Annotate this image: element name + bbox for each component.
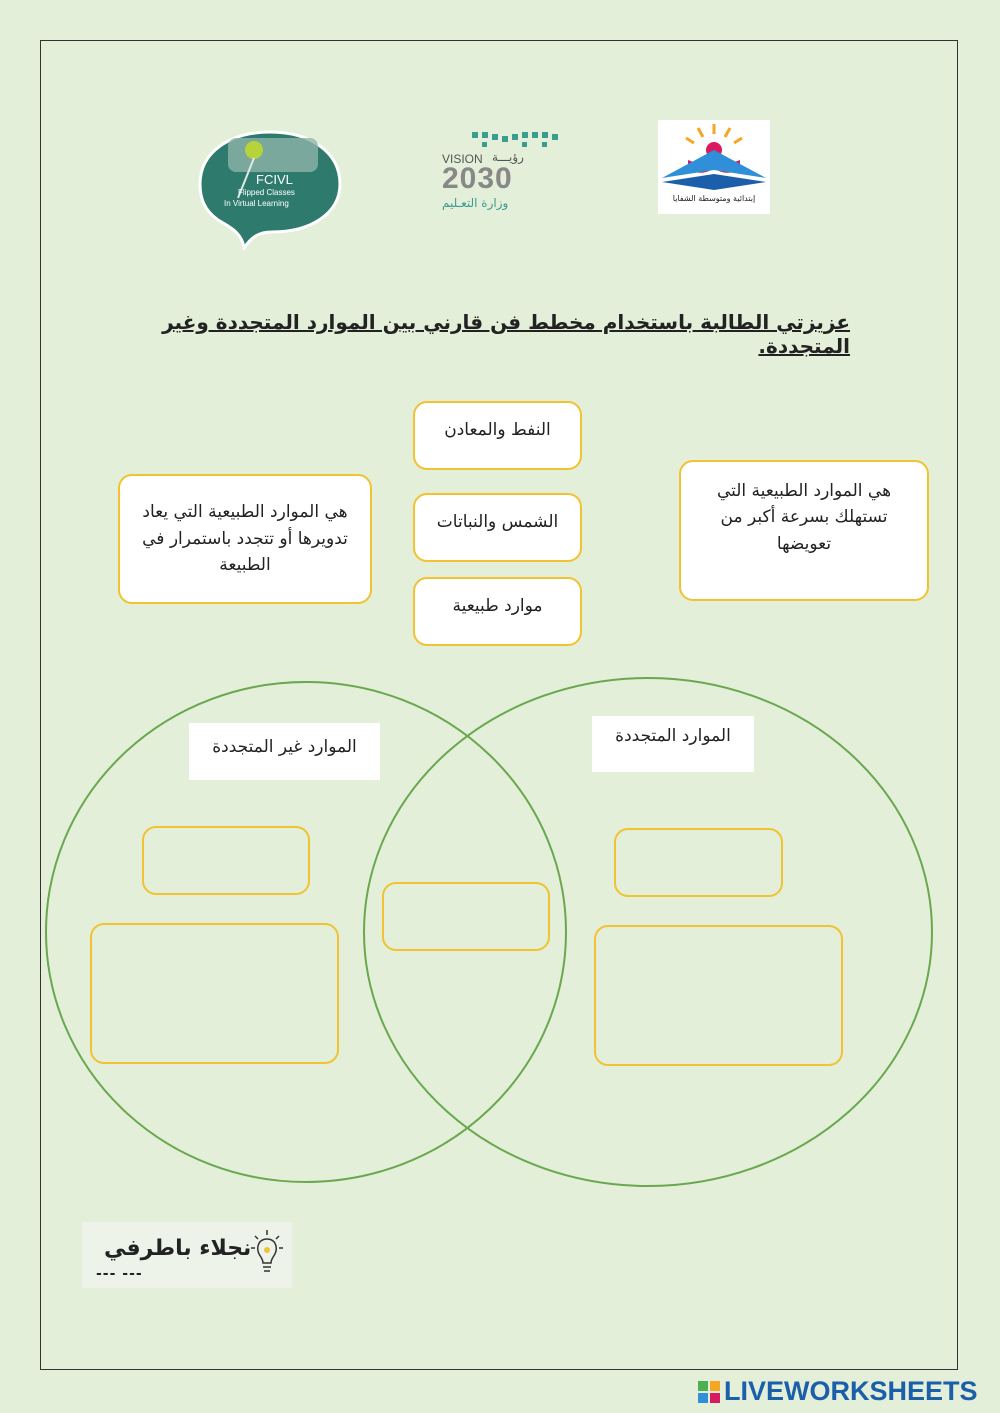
vision-2030-logo	[438, 128, 564, 214]
page-frame	[40, 40, 958, 1370]
drop-box-right-large[interactable]	[594, 925, 843, 1066]
fcivl-line1: Flipped Classes	[238, 188, 295, 197]
liveworksheets-logo-icon	[698, 1381, 720, 1403]
author-underline: --- ---	[96, 1266, 143, 1282]
vision-ministry: وزارة التعـليم	[442, 196, 509, 210]
school-logo	[658, 120, 770, 214]
lightbulb-icon	[250, 1228, 284, 1278]
card-oil-minerals[interactable]: النفط والمعادن	[413, 401, 582, 470]
card-natural-resources[interactable]: موارد طبيعية	[413, 577, 582, 646]
liveworksheets-watermark[interactable]	[698, 1376, 998, 1410]
card-nonrenewable-definition[interactable]: هي الموارد الطبيعية التي تستهلك بسرعة أكبر من تعويضها	[679, 460, 929, 601]
venn-right-label: الموارد المتجددة	[592, 716, 754, 772]
vision-word: VISION	[442, 152, 483, 166]
fcivl-line2: In Virtual Learning	[224, 199, 289, 208]
card-sun-plants[interactable]: الشمس والنباتات	[413, 493, 582, 562]
school-caption: إبتدائية ومتوسطة الشفايا	[672, 194, 756, 203]
drop-box-right-small[interactable]	[614, 828, 783, 897]
book-sun-icon	[658, 120, 770, 194]
author-signature	[82, 1222, 292, 1288]
drop-box-left-small[interactable]	[142, 826, 310, 895]
vision-dots-icon	[438, 128, 564, 152]
fcivl-name: FCIVL	[256, 172, 293, 187]
card-renewable-definition[interactable]: هي الموارد الطبيعية التي يعاد تدويرها أو تتجدد باستمرار في الطبيعة	[118, 474, 372, 604]
drop-box-center[interactable]	[382, 882, 550, 951]
venn-left-label: الموارد غير المتجددة	[189, 723, 380, 780]
drop-box-left-large[interactable]	[90, 923, 339, 1064]
vision-year: 2030	[442, 162, 513, 195]
author-name: نجلاء باطرفي	[104, 1236, 252, 1261]
vision-ruya: رؤيـــة	[492, 150, 524, 164]
fcivl-logo	[198, 128, 343, 250]
watermark-text: LIVEWORKSHEETS	[724, 1376, 978, 1406]
page-title: عزيزتي الطالبة باستخدام مخطط فن قارني بين الموارد المتجددة وغير المتجددة.	[162, 310, 850, 358]
